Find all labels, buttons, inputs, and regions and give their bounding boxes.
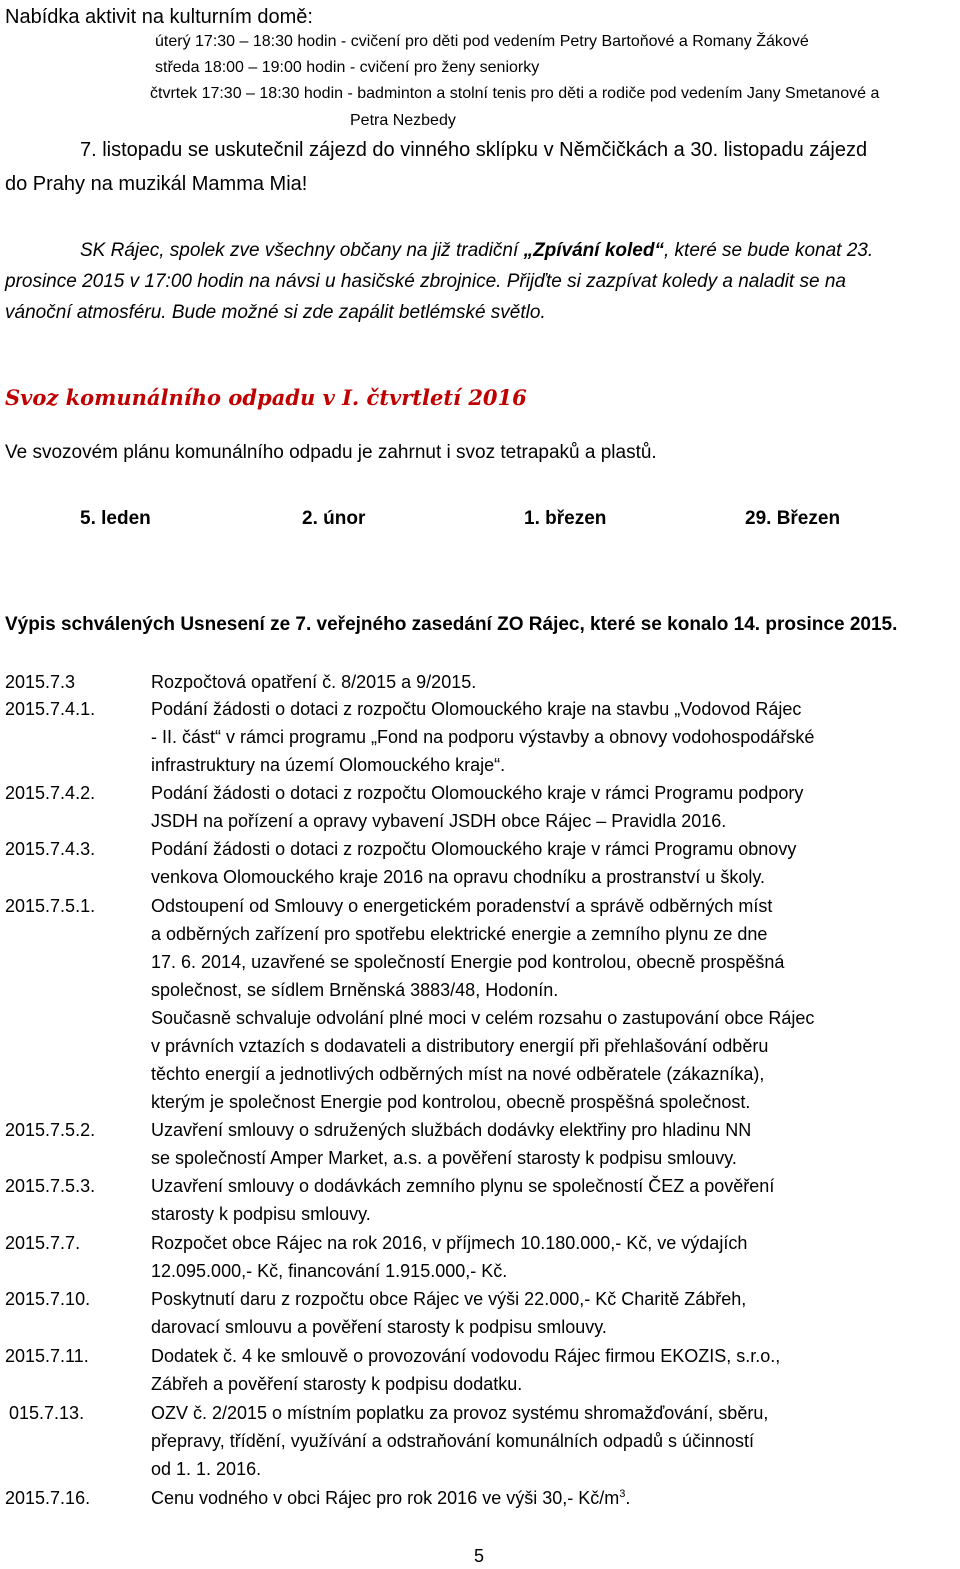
carols-line: vánoční atmosféru. Bude možné si zde zapálit betlémské světlo.	[5, 302, 546, 323]
resolution-text: - II. část“ v rámci programu „Fond na podporu výstavby a obnovy vodohospodářské	[151, 727, 815, 747]
resolution-text: společnost, se sídlem Brněnská 3883/48, Hodonín.	[151, 980, 559, 1000]
resolution-number: 2015.7.10.	[5, 1289, 91, 1309]
activity-line: Petra Nezbedy	[350, 112, 456, 129]
resolution-text: venkova Olomouckého kraje 2016 na opravu chodníku a prostranství u školy.	[151, 867, 766, 887]
resolution-text: Rozpočet obce Rájec na rok 2016, v příjmech 10.180.000,- Kč, ve výdajích	[151, 1233, 748, 1253]
waste-date: 29. Březen	[745, 508, 841, 529]
resolution-text: Rozpočtová opatření č. 8/2015 a 9/2015.	[151, 672, 477, 692]
waste-title: Svoz komunálního odpadu v I. čtvrtletí 2016	[5, 385, 527, 410]
resolution-number: 2015.7.4.3.	[5, 839, 96, 859]
page-number: 5	[474, 1546, 485, 1566]
waste-date: 1. březen	[524, 508, 607, 529]
resolution-text: Odstoupení od Smlouvy o energetickém poradenství a správě odběrných míst	[151, 896, 773, 916]
resolution-number: 2015.7.4.2.	[5, 783, 96, 803]
trip-line: do Prahy na muzikál Mamma Mia!	[5, 173, 308, 195]
resolution-number: 015.7.13.	[9, 1403, 85, 1423]
resolution-text-end: .	[625, 1488, 631, 1508]
resolution-number: 2015.7.3	[5, 672, 76, 692]
resolution-text: těchto energií a jednotlivých odběrných míst na nové odběratele (zákazníka),	[151, 1064, 765, 1084]
resolution-text: 17. 6. 2014, uzavřené se společností Energie pod kontrolou, obecně prospěšná	[151, 952, 785, 972]
carols-text: SK Rájec, spolek zve všechny občany na již tradiční	[80, 240, 524, 261]
resolution-text: infrastruktury na území Olomouckého kraje“.	[151, 755, 506, 775]
resolution-text: JSDH na pořízení a opravy vybavení JSDH obce Rájec – Pravidla 2016.	[151, 811, 727, 831]
resolution-text: Uzavření smlouvy o dodávkách zemního plynu se společností ČEZ a pověření	[151, 1176, 775, 1196]
resolution-text: Podání žádosti o dotaci z rozpočtu Olomouckého kraje v rámci Programu podpory	[151, 783, 804, 803]
resolution-number: 2015.7.11.	[5, 1346, 89, 1366]
resolution-text: v právních vztazích s dodavateli a distributory energií při přehlašování odběru	[151, 1036, 769, 1056]
resolution-text: Podání žádosti o dotaci z rozpočtu Olomouckého kraje na stavbu „Vodovod Rájec	[151, 699, 802, 719]
waste-date: 2. únor	[302, 508, 366, 529]
resolution-text: přepravy, třídění, využívání a odstraňování komunálních odpadů s účinností	[151, 1431, 755, 1451]
resolution-number: 2015.7.16.	[5, 1488, 91, 1508]
resolution-text: Současně schvaluje odvolání plné moci v celém rozsahu o zastupování obce Rájec	[151, 1008, 815, 1028]
resolution-text: a odběrných zařízení pro spotřebu elektrické energie a zemního plynu ze dne	[151, 924, 768, 944]
resolution-text-body: Cenu vodného v obci Rájec pro rok 2016 ve výši 30,- Kč/m	[151, 1488, 620, 1508]
resolution-number: 2015.7.4.1.	[5, 699, 96, 719]
superscript: 3	[619, 1488, 626, 1500]
resolution-number: 2015.7.5.3.	[5, 1176, 96, 1196]
carols-line	[80, 240, 873, 262]
activity-line: středa 18:00 – 19:00 hodin - cvičení pro ženy seniorky	[155, 59, 540, 76]
resolution-number: 2015.7.5.2.	[5, 1120, 96, 1140]
activity-line: čtvrtek 17:30 – 18:30 hodin - badminton a stolní tenis pro děti a rodiče pod vedením Jany Smetanové a	[150, 85, 880, 102]
resolution-text: se společností Amper Market, a.s. a pověření starosty k podpisu smlouvy.	[151, 1148, 737, 1168]
resolution-text: darovací smlouvu a pověření starosty k podpisu smlouvy.	[151, 1317, 607, 1337]
carols-event-name: „Zpívání koled“	[523, 240, 664, 261]
resolution-text: Dodatek č. 4 ke smlouvě o provozování vodovodu Rájec firmou EKOZIS, s.r.o.,	[151, 1346, 781, 1366]
resolution-number: 2015.7.5.1.	[5, 896, 96, 916]
resolution-text: 12.095.000,- Kč, financování 1.915.000,- Kč.	[151, 1261, 508, 1281]
resolution-text: Poskytnutí daru z rozpočtu obce Rájec ve výši 22.000,- Kč Charitě Zábřeh,	[151, 1289, 747, 1309]
resolution-text	[151, 1488, 630, 1509]
resolution-text: od 1. 1. 2016.	[151, 1459, 262, 1479]
waste-date: 5. leden	[80, 508, 151, 529]
carols-line: prosince 2015 v 17:00 hodin na návsi u hasičské zbrojnice. Přijďte si zazpívat koledy a naladit se na	[5, 271, 846, 292]
carols-text: , které se bude konat 23.	[663, 240, 874, 261]
resolutions-heading: Výpis schválených Usnesení ze 7. veřejného zasedání ZO Rájec, které se konalo 14. prosince 2015.	[5, 614, 898, 635]
resolution-text: starosty k podpisu smlouvy.	[151, 1204, 371, 1224]
resolution-number: 2015.7.7.	[5, 1233, 81, 1253]
resolution-text: OZV č. 2/2015 o místním poplatku za provoz systému shromažďování, sběru,	[151, 1403, 769, 1423]
resolution-text: Zábřeh a pověření starosty k podpisu dodatku.	[151, 1374, 523, 1394]
resolution-text: Podání žádosti o dotaci z rozpočtu Olomouckého kraje v rámci Programu obnovy	[151, 839, 797, 859]
activity-line: úterý 17:30 – 18:30 hodin - cvičení pro děti pod vedením Petry Bartoňové a Romany Žákové	[155, 33, 809, 50]
waste-note: Ve svozovém plánu komunálního odpadu je zahrnut i svoz tetrapaků a plastů.	[5, 442, 657, 463]
trip-line: 7. listopadu se uskutečnil zájezd do vinného sklípku v Němčičkách a 30. listopadu zájezd	[80, 139, 868, 161]
activities-heading: Nabídka aktivit na kulturním domě:	[5, 6, 313, 28]
resolution-text: kterým je společnost Energie pod kontrolou, obecně prospěšná společnost.	[151, 1092, 751, 1112]
resolution-text: Uzavření smlouvy o sdružených službách dodávky elektřiny pro hladinu NN	[151, 1120, 752, 1140]
